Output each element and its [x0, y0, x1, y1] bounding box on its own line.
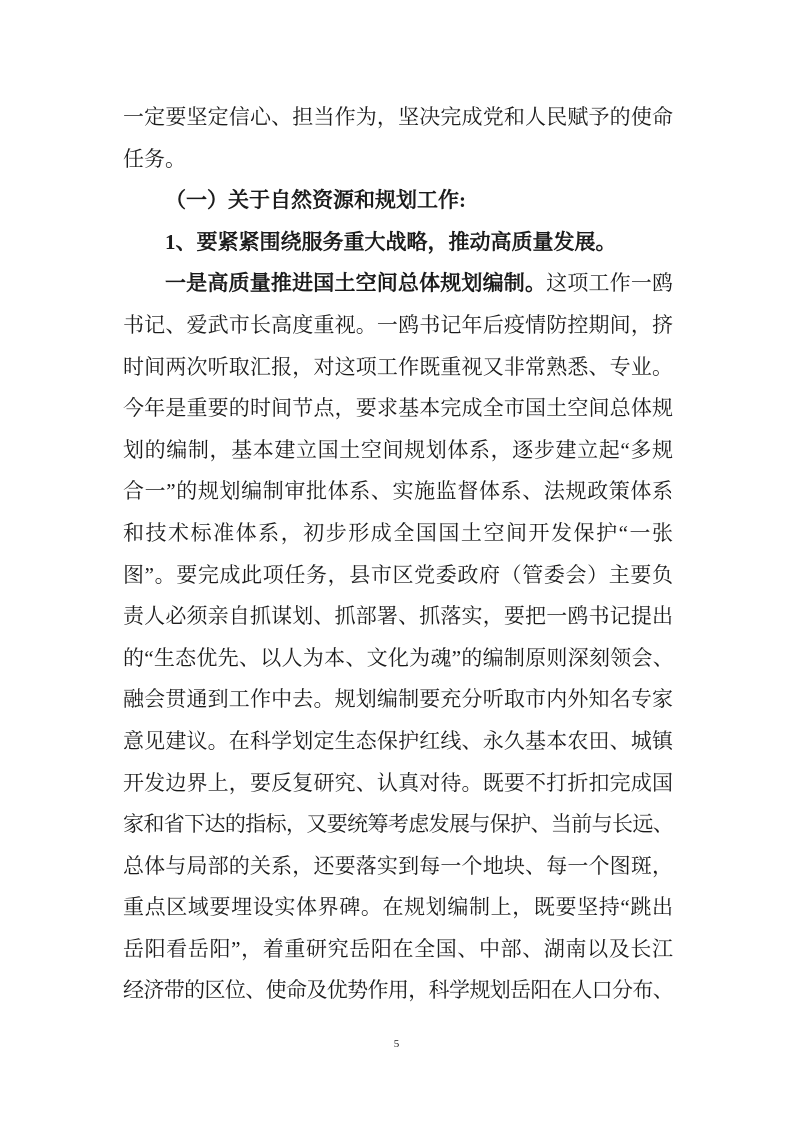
text-line — [123, 763, 673, 805]
body-text-segment: 意见建议。在科学划定生态保护红线、永久基本农田、城镇 — [123, 728, 673, 753]
body-text-segment: 经济带的区位、使命及优势作用，科学规划岳阳在人口分布、 — [123, 978, 673, 1003]
body-text-segment: 书记、爱武市长高度重视。一鸥书记年后疫情防控期间，挤 — [123, 312, 673, 337]
body-text-segment: 总体与局部的关系，还要落实到每一个地块、每一个图斑， — [123, 853, 673, 878]
text-line — [123, 804, 673, 846]
text-line — [123, 222, 673, 264]
body-text-segment: 重点区域要埋设实体界碑。在规划编制上，既要坚持“跳出 — [123, 895, 673, 920]
body-text-segment: 岳阳看岳阳”，着重研究岳阳在全国、中部、湖南以及长江 — [123, 936, 673, 961]
body-text-segment: 和技术标准体系，初步形成全国国土空间开发保护“一张 — [123, 520, 673, 545]
text-line — [123, 513, 673, 555]
body-text-segment: 图”。要完成此项任务，县市区党委政府（管委会）主要负 — [123, 562, 673, 587]
text-line — [123, 347, 673, 389]
text-line — [123, 471, 673, 513]
body-text-segment: 合一”的规划编制审批体系、实施监督体系、法规政策体系 — [123, 479, 673, 504]
text-line — [123, 638, 673, 680]
text-line — [123, 929, 673, 971]
text-line — [123, 97, 673, 139]
text-line — [123, 388, 673, 430]
body-text-segment: 家和省下达的指标，又要统筹考虑发展与保护、当前与长远、 — [123, 812, 673, 837]
text-line — [123, 555, 673, 597]
body-text-segment: 时间两次听取汇报，对这项工作既重视又非常熟悉、专业。 — [123, 354, 673, 379]
text-line — [123, 430, 673, 472]
bold-text-segment: 一是高质量推进国土空间总体规划编制。 — [165, 271, 547, 296]
text-line — [123, 263, 673, 305]
body-text-segment: 责人必须亲自抓谋划、抓部署、抓落实，要把一鸥书记提出 — [123, 604, 673, 629]
text-line — [123, 596, 673, 638]
text-line — [123, 679, 673, 721]
body-text-segment: 这项工作一鸥 — [546, 271, 674, 296]
text-line — [123, 721, 673, 763]
text-line — [123, 846, 673, 888]
body-text-segment: 今年是重要的时间节点，要求基本完成全市国土空间总体规 — [123, 396, 673, 421]
text-line — [123, 180, 673, 222]
text-line — [123, 887, 673, 929]
body-text-segment: 融会贯通到工作中去。规划编制要充分听取市内外知名专家 — [123, 687, 673, 712]
bold-text-segment: 1、要紧紧围绕服务重大战略，推动高质量发展。 — [165, 229, 617, 254]
text-line — [123, 970, 673, 1012]
body-text-segment: 任务。 — [123, 146, 186, 171]
bold-text-segment: （一）关于自然资源和规划工作: — [165, 188, 466, 213]
body-text-segment: 一定要坚定信心、担当作为，坚决完成党和人民赋予的使命 — [123, 105, 673, 129]
body-text-segment: 划的编制，基本建立国土空间规划体系，逐步建立起“多规 — [123, 437, 673, 462]
body-text-segment: 的“生态优先、以人为本、文化为魂”的编制原则深刻领会、 — [123, 645, 673, 670]
page-number: 5 — [393, 1038, 400, 1050]
text-line — [123, 305, 673, 347]
document-body — [123, 97, 673, 1012]
body-text-segment: 开发边界上，要反复研究、认真对待。既要不打折扣完成国 — [123, 770, 673, 795]
